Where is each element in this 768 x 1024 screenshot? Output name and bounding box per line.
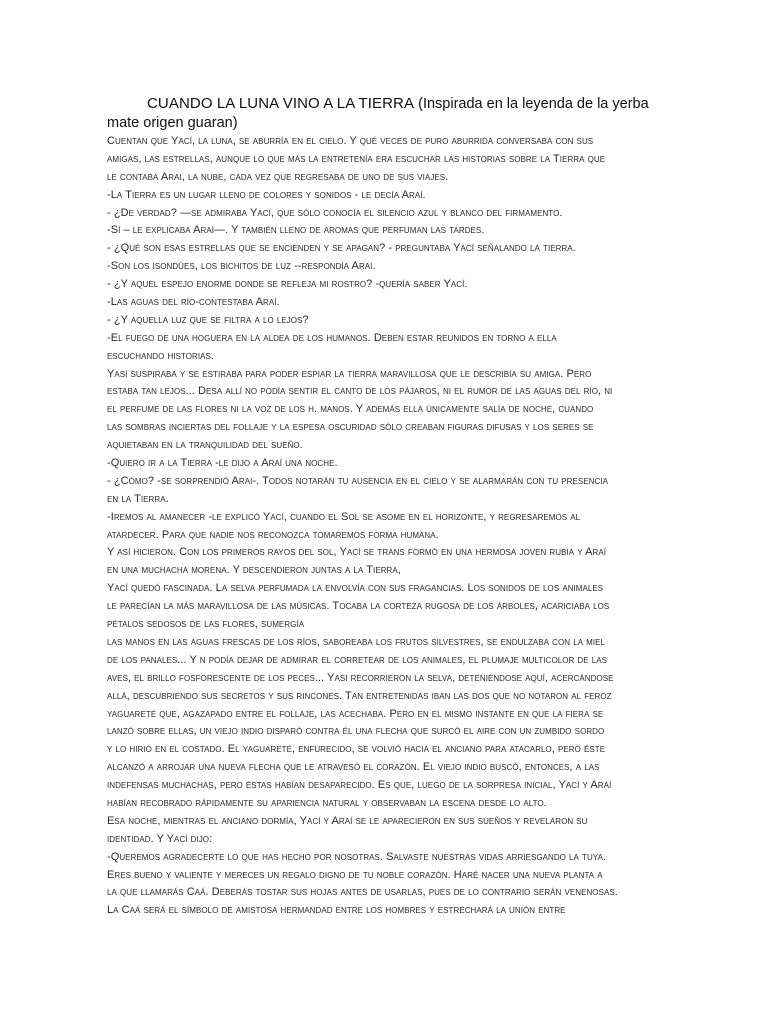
text-line: amigas, las estrellas, aunque lo que más la entretenía era escuchar las historias sobre la Tierra que <box>107 152 606 165</box>
text-line: el perfume de las flores ni la voz de los h. manos. Y además ella únicamente salía de noche, cuando <box>107 403 594 416</box>
page-title: CUANDO LA LUNA VINO A LA TIERRA <box>147 95 415 112</box>
text-line: aquietaban en la tranquilidad del sueño. <box>107 439 303 452</box>
text-line: la que llamarás Caá. Deberás tostar sus hojas antes de usarlas, pues de lo contrario serán venenosas. <box>107 886 618 899</box>
text-line: habían recobrado rápidamente su apariencia natural y observaban la escena desde lo alto. <box>107 796 547 809</box>
text-line: pétalos sedosos de las flores, sumergía <box>107 618 305 631</box>
text-line: identidad. Y Yací dijo: <box>107 832 213 845</box>
text-line: -Las aguas del río-contestaba Araí. <box>107 296 280 309</box>
text-line: escuchando historias. <box>107 349 215 362</box>
text-line: allá, descubriendo sus secretos y sus rincones. Tan entretenidas iban las dos que no notaron al feroz <box>107 689 612 702</box>
text-line: Yasí suspiraba y se estiraba para poder espiar la tierra maravillosa que le describía su amiga. Pero <box>107 367 592 380</box>
text-line: le parecían la más maravillosa de las músicas. Tocaba la corteza rugosa de los árboles, acariciaba los <box>107 600 610 613</box>
text-line: -Sí – le explicaba Araí—. Y también lleno de aromas que perfuman las tardes. <box>107 224 485 237</box>
text-line: le contaba Arai, la nube, cada vez que regresaba de uno de sus viajes. <box>107 170 449 183</box>
text-line: en la Tierra. <box>107 492 169 505</box>
text-line: Y así hicieron. Con los primeros rayos del sol, Yací se trans formó en una hermosa joven rubia y Araí <box>107 546 606 559</box>
text-line: -Quiero ir a la Tierra -le dijo a Araí una noche. <box>107 457 338 470</box>
text-line: - ¿Y aquella luz que se filtra a lo lejos? <box>107 313 309 326</box>
text-line: aves, el brillo fosforescente de los peces... Yasi recorrieron la selva, deteniéndose aquí, acercándose <box>107 671 614 684</box>
text-line: Cuentan que Yací, la luna, se aburría en el cielo. Y qué veces de puro aburrida conversaba con sus <box>107 135 594 147</box>
text-line: lanzó sobre ellas, un viejo indio disparó contra él una flecha que surcó el aire con un zumbido sordo <box>107 725 605 738</box>
text-line: yaguareté que, agazapado entre el follaje, las acechaba. Pero en el mismo instante en que la fiera se <box>107 707 604 720</box>
text-line: - ¿Cómo? -se sorprendió Arai-. Todos notarán tu ausencia en el cielo y se alarmarán con tu presencia <box>107 474 608 487</box>
text-line: Yací quedó fascinada. La selva perfumada la envolvía con sus fragancias. Los sonidos de los animales <box>107 582 604 595</box>
text-line: estaba tan lejos... Desa allí no podía sentir el canto de los pájaros, ni el rumor de las aguas del río, ni <box>107 385 613 398</box>
text-line: alcanzó a arrojar una nueva flecha que le atravesó el corazón. El viejo indio buscó, entonces, a las <box>107 761 600 774</box>
text-line: - ¿Y aquel espejo enorme donde se refleja mi rostro? -quería saber Yací. <box>107 278 468 291</box>
text-line: Eres bueno y valiente y mereces un regalo digno de tu noble corazón. Haré nacer una nueva planta a <box>107 868 603 881</box>
page-subtitle: (Inspirada en la leyenda de la yerba mate origen guaran) <box>107 96 649 131</box>
text-line: - ¿Qué son esas estrellas que se encienden y se apagan? - preguntaba Yací señalando la tierra. <box>107 242 576 255</box>
text-line: Esa noche, mientras el anciano dormía, Yací y Araí se le aparecieron en sus sueños y revelaron su <box>107 814 588 827</box>
text-line: -La Tierra es un lugar lleno de colores y sonidos - le decía Araí. <box>107 188 426 201</box>
text-line: -Queremos agradecerte lo que has hecho por nosotras. Salvaste nuestras vidas arriesgando la tuya. <box>107 850 607 863</box>
text-line: -Son los isondúes, los bichitos de luz --respondía Arai. <box>107 260 376 273</box>
text-line: -El fuego de una hoguera en la aldea de los humanos. Deben estar reunidos en torno a ella <box>107 331 557 344</box>
text-line: -Iremos al amanecer -le explicó Yací, cuando el Sol se asome en el horizonte, y regresaremos al <box>107 510 581 523</box>
text-line: en una muchacha morena. Y descendieron juntas a la Tierra, <box>107 564 401 577</box>
story-body <box>107 133 662 920</box>
text-line: atardecer. Para que nadie nos reconozca tomaremos forma humana. <box>107 528 439 541</box>
text-line: - ¿De verdad? —se admiraba Yací, que sólo conocía el silencio azul y blanco del firmamento. <box>107 206 563 219</box>
text-line: y lo hirió en el costado. El yaguareté, enfurecido, se volvió hacia el anciano para atacarlo, pero éste <box>107 743 606 756</box>
text-line: las manos en las aguas frescas de los ríos, saboreaba los frutos silvestres, se endulzaba con la miel <box>107 635 606 648</box>
title-block <box>107 94 667 133</box>
text-line: La Caá será el símbolo de amistosa hermandad entre los hombres y estrechará la unión entre <box>107 904 566 917</box>
text-line: de los panales... Y n podía dejar de admirar el corretear de los animales, el plumaje multicolor de las <box>107 653 608 666</box>
text-line: indefensas muchachas, pero éstas habían desaparecido. Es que, luego de la sorpresa inicial, Yací y Araí <box>107 779 612 792</box>
text-line: las sombras inciertas del follaje y la espesa oscuridad sólo creaban figuras difusas y los seres se <box>107 421 594 434</box>
